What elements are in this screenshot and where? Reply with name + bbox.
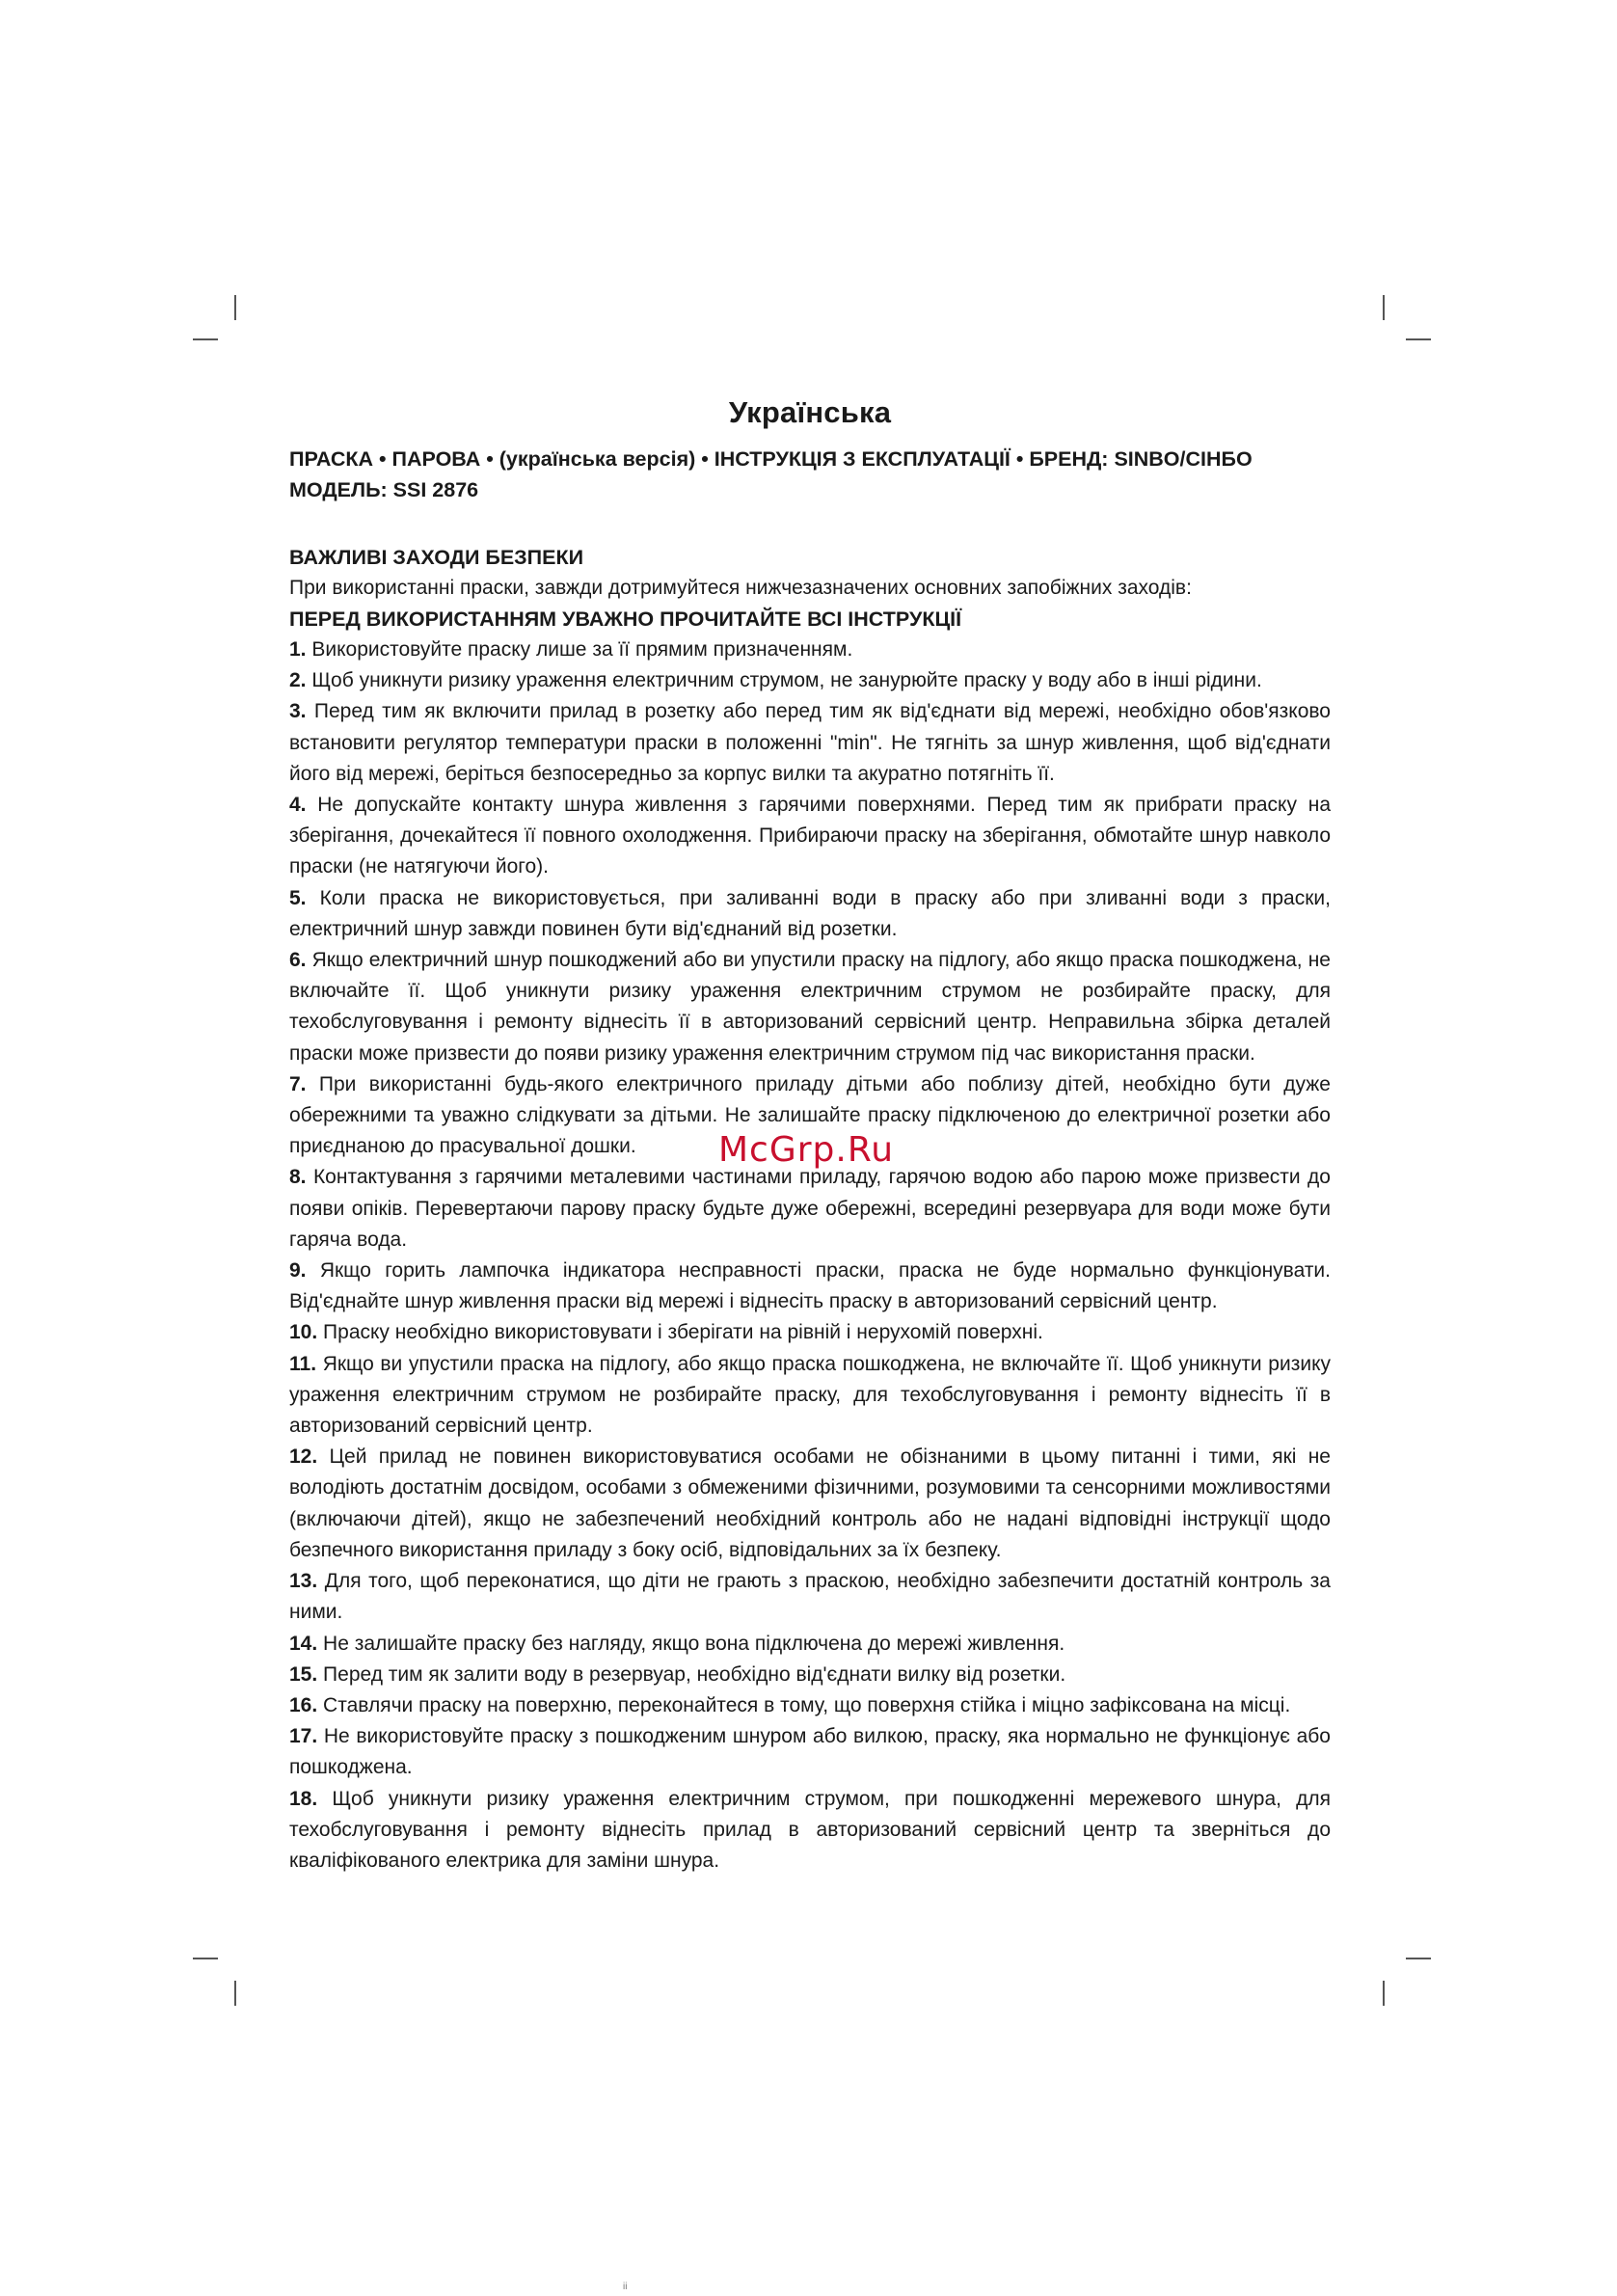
safety-intro: При використанні праски, завжди дотримуйтеся нижчезазначених основних запобіжних заходів: bbox=[289, 577, 1192, 599]
item-number: 16. bbox=[289, 1693, 318, 1716]
read-instructions-heading: ПЕРЕД ВИКОРИСТАННЯМ УВАЖНО ПРОЧИТАЙТЕ ВСІ ІНСТРУКЦІЇ bbox=[289, 608, 962, 631]
list-item bbox=[289, 945, 1331, 1069]
crop-mark-top-left-horizontal bbox=[193, 338, 218, 340]
list-item bbox=[289, 1629, 1331, 1660]
item-text: Не залишайте праску без нагляду, якщо вона підключена до мережі живлення. bbox=[323, 1632, 1065, 1655]
item-number: 2. bbox=[289, 669, 307, 692]
footer-mark: ii bbox=[623, 2282, 628, 2292]
item-text: Якщо електричний шнур пошкоджений або ви упустили праску на підлогу, або якщо праска пошкоджена, не включайте її. Щоб уникнути ризику ураження електричним струмом не розбирайте праску, для техобслуговування і ремонту віднесіть її в авторизований сервісний центр. Неправильна збірка деталей праски може призвести до появи ризику ураження електричним струмом під час використання праски. bbox=[289, 949, 1331, 1065]
list-item bbox=[289, 790, 1331, 883]
item-text: Перед тим як залити воду в резервуар, необхідно від'єднати вилку від розетки. bbox=[323, 1662, 1066, 1686]
list-item bbox=[289, 1660, 1331, 1690]
item-number: 13. bbox=[289, 1570, 318, 1593]
crop-mark-top-left-vertical bbox=[234, 295, 236, 320]
item-text: Контактування з гарячими металевими частинами приладу, гарячою водою або парою може призвести до появи опіків. Перевертаючи парову праску будьте дуже обережні, всередині резервуара для води може бути гаряча вода. bbox=[289, 1166, 1331, 1251]
list-item bbox=[289, 665, 1331, 696]
item-number: 5. bbox=[289, 886, 307, 909]
list-item bbox=[289, 1721, 1331, 1783]
item-number: 9. bbox=[289, 1259, 307, 1283]
item-text: Не використовуйте праску з пошкодженим шнуром або вилкою, праску, яка нормально не функціонує або пошкоджена. bbox=[289, 1725, 1331, 1779]
model-header: МОДЕЛЬ: SSI 2876 bbox=[289, 478, 479, 501]
item-number: 3. bbox=[289, 700, 307, 723]
item-number: 6. bbox=[289, 949, 307, 972]
item-text: При використанні будь-якого електричного приладу дітьми або поблизу дітей, необхідно бути дуже обережними та уважно слідкувати за дітьми. Не залишайте праску підключеною до електричної розетки або приєднаною до прасувальної дошки. bbox=[289, 1072, 1331, 1158]
item-number: 18. bbox=[289, 1787, 318, 1810]
item-number: 17. bbox=[289, 1725, 318, 1748]
item-number: 1. bbox=[289, 638, 307, 661]
list-item bbox=[289, 1442, 1331, 1566]
list-item bbox=[289, 1566, 1331, 1628]
list-item bbox=[289, 883, 1331, 945]
list-item bbox=[289, 696, 1331, 790]
item-number: 10. bbox=[289, 1321, 318, 1344]
crop-mark-bottom-right-horizontal bbox=[1406, 1958, 1431, 1959]
item-text: Перед тим як включити прилад в розетку або перед тим як від'єднати від мережі, необхідно обов'язково встановити регулятор температури праски в положенні "min". Не тягніть за шнур живлення, щоб від'єднати його від мережі, беріться безпосередньо за корпус вилки та акуратно потягніть її. bbox=[289, 700, 1331, 785]
item-text: Цей прилад не повинен використовуватися особами не обізнаними в цьому питанні і тими, які не володіють достатнім досвідом, особами з обмеженими фізичними, розумовими та сенсорними можливостями (включаючи дітей), якщо не забезпечений необхідний контроль або не надані відповідні інструкції щодо безпечного використання приладу з боку осіб, відповідальних за їх безпеку. bbox=[289, 1445, 1331, 1561]
item-text: Ставлячи праску на поверхню, переконайтеся в тому, що поверхня стійка і міцно зафіксована на місці. bbox=[323, 1693, 1291, 1716]
crop-mark-top-right-vertical bbox=[1383, 295, 1385, 320]
site-watermark: McGrp.Ru bbox=[718, 1130, 895, 1170]
item-text: Якщо горить лампочка індикатора несправності праски, праска не буде нормально функціонувати. Від'єднайте шнур живлення праски від мережі і віднесіть праску в авторизований сервісний центр. bbox=[289, 1259, 1332, 1313]
item-number: 12. bbox=[289, 1445, 318, 1469]
item-text: Коли праска не використовується, при заливанні води в праску або при зливанні води з праски, електричний шнур завжди повинен бути від'єднаний від розетки. bbox=[289, 886, 1331, 940]
language-title: Українська bbox=[728, 395, 892, 429]
item-text: Для того, щоб переконатися, що діти не грають з праскою, необхідно забезпечити достатній контроль за ними. bbox=[289, 1570, 1331, 1624]
item-text: Використовуйте праску лише за її прямим призначенням. bbox=[311, 638, 853, 661]
crop-mark-top-right-horizontal bbox=[1406, 338, 1431, 340]
list-item bbox=[289, 1256, 1331, 1317]
item-text: Щоб уникнути ризику ураження електричним струмом, не занурюйте праску у воду або в інші рідини. bbox=[311, 669, 1262, 692]
item-number: 4. bbox=[289, 794, 307, 817]
list-item bbox=[289, 1162, 1331, 1256]
list-item bbox=[289, 1784, 1331, 1877]
item-number: 14. bbox=[289, 1632, 318, 1655]
safety-list bbox=[289, 635, 1331, 1877]
list-item bbox=[289, 1690, 1331, 1721]
item-number: 11. bbox=[289, 1352, 317, 1375]
list-item bbox=[289, 1349, 1331, 1443]
item-text: Щоб уникнути ризику ураження електричним струмом, при пошкодженні мережевого шнура, для техобслуговування і ремонту віднесіть прилад в авторизований сервісний центр та зверніться до кваліфікованого електрика для заміни шнура. bbox=[289, 1787, 1331, 1872]
crop-mark-bottom-left-horizontal bbox=[193, 1958, 218, 1959]
list-item bbox=[289, 1317, 1331, 1348]
item-number: 15. bbox=[289, 1662, 318, 1686]
item-text: Не допускайте контакту шнура живлення з гарячими поверхнями. Перед тим як прибрати праску на зберігання, дочекайтеся її повного охолодження. Прибираючи праску на зберігання, обмотайте шнур навколо праски (не натягуючи його). bbox=[289, 794, 1331, 878]
item-text: Якщо ви упустили праска на підлогу, або якщо праска пошкоджена, не включайте її. Щоб уникнути ризику ураження електричним струмом не розбирайте праску, для техобслуговування і ремонту віднесіть її в авторизований сервісний центр. bbox=[289, 1352, 1331, 1438]
item-number: 7. bbox=[289, 1072, 307, 1095]
crop-mark-bottom-left-vertical bbox=[234, 1981, 236, 2006]
item-text: Праску необхідно використовувати і зберігати на рівній і нерухомій поверхні. bbox=[323, 1321, 1043, 1344]
safety-heading: ВАЖЛИВІ ЗАХОДИ БЕЗПЕКИ bbox=[289, 546, 584, 569]
product-header: ПРАСКА • ПАРОВА • (українська версія) • ІНСТРУКЦІЯ З ЕКСПЛУАТАЦІЇ • БРЕНД: SINBO/СІНБО bbox=[289, 447, 1253, 471]
item-number: 8. bbox=[289, 1166, 307, 1189]
crop-mark-bottom-right-vertical bbox=[1383, 1981, 1385, 2006]
list-item bbox=[289, 635, 1331, 665]
